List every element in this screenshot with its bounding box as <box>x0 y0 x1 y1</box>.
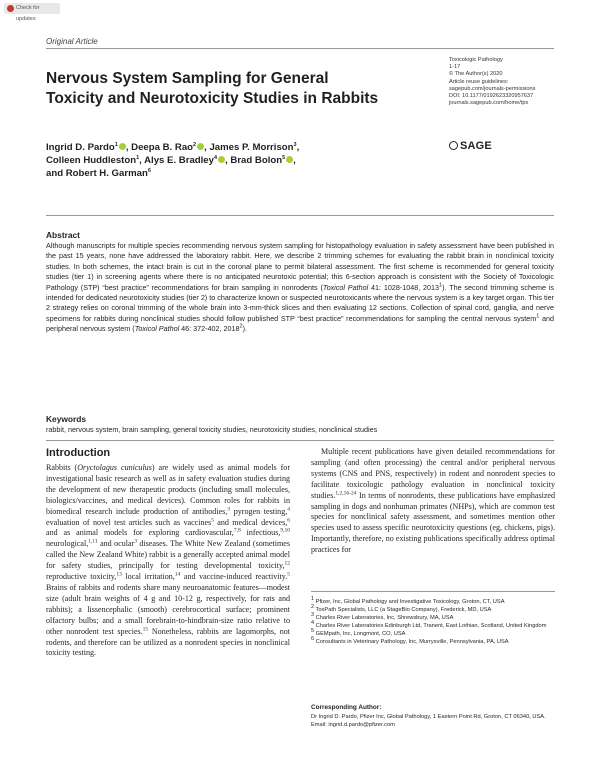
author: James P. Morrison$^3$, <box>209 141 300 153</box>
affiliation-item: $^3$ Charles River Laboratories, Inc, Shrewsbury, MA, USA <box>311 612 454 622</box>
corresponding-author-email[interactable]: Email: ingrid.d.pardo@pfizer.com <box>311 722 395 729</box>
affiliation-item: $^5$ GEMpath, Inc, Longmont, CO, USA <box>311 628 406 638</box>
journal-pages: 1-17 <box>449 64 461 71</box>
header-divider <box>46 48 554 49</box>
abstract-heading: Abstract <box>46 230 80 240</box>
affiliation-item: $^1$ Pfizer, Inc, Global Pathology and Investigative Toxicology, Groton, CT, USA <box>311 596 505 605</box>
affiliations <box>311 598 566 647</box>
doi-line[interactable]: DOI: 10.1177/0192623320957637 <box>449 93 534 100</box>
introduction-paragraph-2: Multiple recent publications have given detailed recommendations for sampling (and often processing) the central and/or peripheral nervous systems (CNS and PNS, respectively) in rodent and nonrodent species to facilitate toxicologic pathology evaluation in nonclinical toxicity studies.$^{1,2,16-24}$ In terms of nonrodents, these publications have emphasized sampling in dogs and nonhuman primates (NHPs), which are common test species for nonclinical safety assessment, and sometimes mention other species used to assess specific neurotoxicity questions (eg, chickens, pigs). Importantly, therefore, no existing publications specifically address optimal practices for <box>311 447 555 555</box>
publisher-name: SAGE <box>460 140 492 152</box>
author: Ingrid D. Pardo$^1$ , <box>46 141 132 153</box>
author: and Robert H. Garman$^6$ <box>46 167 151 179</box>
introduction-heading: Introduction <box>46 447 111 459</box>
journal-homepage-link[interactable]: journals.sagepub.com/home/tpx <box>449 100 529 107</box>
affiliation-item: $^4$ Charles River Laboratories Edinburgh Ltd, Tranent, East Lothian, Scotland, United Kingdom <box>311 620 547 630</box>
author: Brad Bolon$^5$ , <box>230 154 296 166</box>
keywords-text: rabbit, nervous system, brain sampling, general toxicity studies, neurotoxicity studies, nonclinical studies <box>46 425 378 434</box>
keywords-divider <box>46 440 554 441</box>
corresponding-author-details <box>311 713 561 729</box>
article-title: Nervous System Sampling for General Toxicity and Neurotoxicity Studies in Rabbits <box>46 70 379 107</box>
journal-name: Toxicologic Pathology <box>449 57 503 63</box>
orcid-icon[interactable] <box>119 143 126 150</box>
footnote-divider <box>311 591 555 592</box>
article-type-label: Original Article <box>46 37 98 46</box>
author: Colleen Huddleston$^1$, <box>46 154 145 166</box>
check-for-updates-badge[interactable] <box>4 3 60 22</box>
publisher-logo <box>449 140 492 152</box>
affiliation-item: $^2$ ToxPath Specialists, LLC (a StageBio Company), Frederick, MD, USA <box>311 604 492 614</box>
author-list <box>46 141 386 180</box>
introduction-paragraph-1: Rabbits (Oryctolagus cuniculus) are widely used as animal models for investigational basic research as well as in safety evaluation studies during the development of new therapeutic products (including small molecules, biologics/vaccines, and medical devices). Common roles for rabbits in biomedical research include production of antibodies,$^3$ pyrogen testing,$^4$ evaluation of novel test articles such as vaccines$^5$ and medical devices,$^6$ and as animal models for exploring cardiovascular,$^{7,8}$ infectious,$^{9,10}$ neurological,$^{1,11}$ and ocular$^3$ diseases. The White New Zealand (sometimes called the New Zealand White) rabbit is a generally accepted animal model for safety studies, principally for testing developmental toxicity,$^{12}$ reproductive toxicity,$^{13}$ local irritation,$^{14}$ and vaccine-induced reactivity.$^5$ Brains of rabbits and rodents share many neuroanatomic features—modest size (adult brain weights of 4 g and 10-12 g, respectively, for rats and rabbits); a lissencephalic (smooth) cerebrocortical surface; prominent olfactory bulbs; and a small forebrain-to-hindbrain-size ratio relative to other nonrodent test species.$^{15}$ Nonetheless, rabbits are lagomorphs, not rodents, and therefore can be utilized as a nonrodent species in nonclinical toxicity testing. <box>46 463 291 658</box>
copyright-line: © The Author(s) 2020 <box>449 71 503 78</box>
author: Alys E. Bradley$^4$ , <box>144 154 231 166</box>
affiliation-item: $^6$ Consultants in Veterinary Pathology, Inc, Murrysville, Pennsylvania, PA, USA <box>311 636 509 646</box>
keywords-heading: Keywords <box>46 414 87 424</box>
abstract-divider <box>46 215 554 216</box>
update-check-icon <box>7 5 14 12</box>
check-for-updates-label: Check for updates <box>16 5 40 22</box>
reuse-guidelines-label: Article reuse guidelines: <box>449 78 509 85</box>
corresponding-author-heading: Corresponding Author: <box>311 704 382 711</box>
sage-logo-icon <box>449 141 458 150</box>
abstract-text: Although manuscripts for multiple species recommending nervous system sampling for histopathology evaluation in safety assessment have been published in the past 15 years, none have addressed the laboratory rabbit. Here, we describe 2 trimming schemes for evaluating the rabbit brain in nonclinical toxicity studies. In both schemes, the intact brain is cut in the coronal plane to permit bilateral assessment. The first scheme is recommended for general toxicity studies (tier 1) in screening agents where there is no anticipated neurotoxic potential; this 6-section approach is consistent with the Society of Toxicologic Pathology (STP) “best practice” recommendations for brain sampling in nonrodents (Toxicol Pathol 41: 1028-1048, 2013$^1$). The second trimming scheme is intended for dedicated neurotoxicity studies (tier 2) to characterize known or suspected neurotoxicants where the nervous system is a key target organ. This tier 2 strategy relies on coronal trimming of the whole brain into 3-mm-thick slices and then evaluating 12 sections. Collection of spinal cord, ganglia, and nerve specimens for rabbits during nonclinical studies should follow published STP “best practice” recommendations for sampling the central nervous system$^1$ and peripheral nervous system (Toxicol Pathol 46: 372-402, 2018$^2$). <box>46 241 555 334</box>
corresponding-author-address: Dr Ingrid D. Pardo, Pfizer Inc, Global Pathology, 1 Eastern Point Rd, Groton, CT 06340, USA. <box>311 714 546 720</box>
orcid-icon[interactable] <box>218 156 225 163</box>
reuse-guidelines-link[interactable]: sagepub.com/journals-permissions <box>449 85 536 92</box>
author: Deepa B. Rao$^2$ , <box>131 141 210 153</box>
journal-info <box>449 57 579 107</box>
